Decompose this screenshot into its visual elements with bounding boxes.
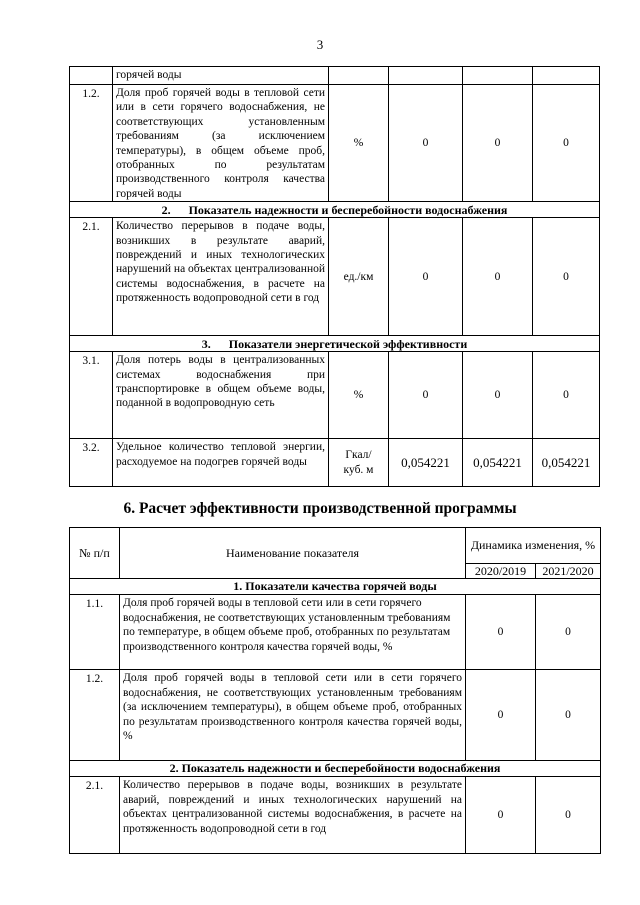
row-number: 1.2. [70, 85, 113, 202]
value-cell: 0 [389, 85, 463, 202]
value-cell: 0 [463, 85, 533, 202]
row-number: 2.1. [70, 777, 120, 854]
row-number: 1.1. [70, 595, 120, 670]
unit-cell: % [329, 85, 389, 202]
section-heading: 2. Показатель надежности и бесперебойности водоснабжения [70, 202, 600, 218]
row-number: 3.2. [70, 439, 113, 487]
table-row [70, 85, 600, 202]
unit-cell: % [329, 352, 389, 439]
unit-cell: ед./км [329, 218, 389, 336]
column-header-year: 2020/2019 [466, 564, 536, 579]
value-cell: 0 [389, 352, 463, 439]
value-cell: 0 [533, 218, 600, 336]
indicator-text: Доля потерь воды в централизованных системах водоснабжения при транспортировке в общем объеме воды, поданной в водопроводную сеть [113, 352, 329, 439]
header-row [70, 528, 601, 564]
value-cell: 0 [466, 595, 536, 670]
value-cell: 0,054221 [533, 439, 600, 487]
indicator-text: Доля проб горячей воды в тепловой сети или в сети горячего водоснабжения, не соответствующих установленным требованиям (за исключением температуры), в общем объеме проб, отобранных по результатам производственного контроля качества горячей воды, % [120, 670, 466, 761]
table-row [70, 439, 600, 487]
column-header-dynamics: Динамика изменения, % [466, 528, 601, 564]
section-heading: 2. Показатель надежности и бесперебойности водоснабжения [70, 761, 601, 777]
indicator-text: Удельное количество тепловой энергии, расходуемое на подогрев горячей воды [113, 439, 329, 487]
value-cell: 0,054221 [463, 439, 533, 487]
value-cell: 0 [533, 85, 600, 202]
column-header-number: № п/п [70, 528, 120, 579]
row-number: 2.1. [70, 218, 113, 336]
value-cell: 0 [536, 670, 601, 761]
value-cell: 0 [536, 595, 601, 670]
column-header-year: 2021/2020 [536, 564, 601, 579]
indicators-table [69, 66, 600, 487]
value-cell: 0 [466, 777, 536, 854]
value-cell: 0 [389, 218, 463, 336]
efficiency-table [69, 527, 601, 854]
unit-line: куб. м [343, 463, 374, 476]
unit-cell [329, 439, 389, 487]
section-row [70, 202, 600, 218]
row-continuation-text: горячей воды [113, 67, 329, 85]
table-row [70, 218, 600, 336]
section-row [70, 579, 601, 595]
section-heading: 1. Показатели качества горячей воды [70, 579, 601, 595]
section-row [70, 336, 600, 352]
indicator-text: Доля проб горячей воды в тепловой сети или в сети горячего водоснабжения, не соответствующих установленным требованиям (за исключением температуры), в общем объеме проб, отобранных по результатам производственного контроля качества горячей воды [113, 85, 329, 202]
value-cell: 0 [463, 352, 533, 439]
table-row [70, 352, 600, 439]
value-cell: 0 [466, 670, 536, 761]
page-number: 3 [316, 37, 324, 52]
section-row [70, 761, 601, 777]
section-title: 6. Расчет эффективности производственной программы [123, 500, 517, 517]
table-row [70, 670, 601, 761]
indicator-text: Количество перерывов в подаче воды, возникших в результате аварий, повреждений и иных технологических нарушений на объектах централизованной системы водоснабжения, в расчете на протяженность водопроводной сети в год [113, 218, 329, 336]
indicator-text: Доля проб горячей воды в тепловой сети или в сети горячего водоснабжения, не соответствующих установленным требованиям по температуре, в общем объеме проб, отобранных по результатам производственного контроля качества горячей воды, % [120, 595, 466, 670]
value-cell: 0 [536, 777, 601, 854]
value-cell: 0,054221 [389, 439, 463, 487]
value-cell: 0 [463, 218, 533, 336]
table-row [70, 595, 601, 670]
row-number: 1.2. [70, 670, 120, 761]
indicator-text: Количество перерывов в подаче воды, возникших в результате аварий, повреждений и иных технологических нарушений на объектах централизованной системы водоснабжения, в расчете на протяженность водопроводной сети в год [120, 777, 466, 854]
row-number: 3.1. [70, 352, 113, 439]
column-header-name: Наименование показателя [120, 528, 466, 579]
table-row [70, 67, 600, 85]
table-row [70, 777, 601, 854]
value-cell: 0 [533, 352, 600, 439]
section-heading: 3. Показатели энергетической эффективности [70, 336, 600, 352]
unit-line: Гкал/ [345, 449, 372, 462]
